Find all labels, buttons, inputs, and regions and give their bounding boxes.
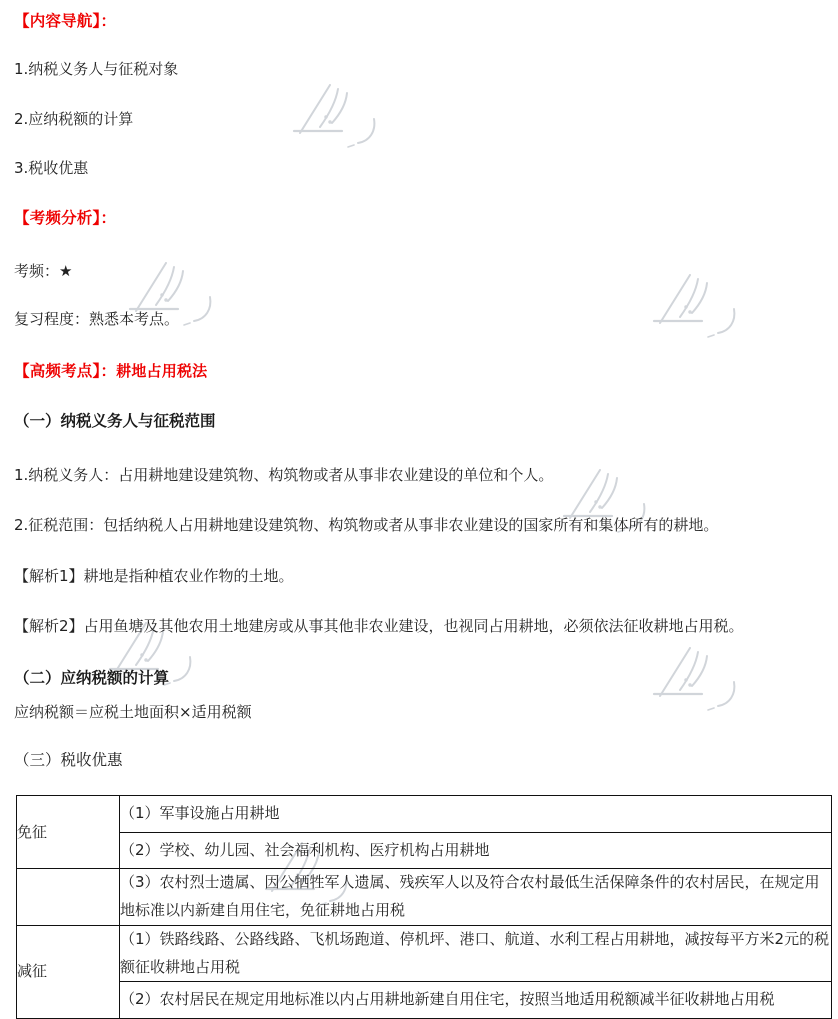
table-row <box>17 925 832 982</box>
exam-frequency-rating: 考频：★ <box>14 261 73 280</box>
table-row <box>17 869 832 926</box>
table-cell-category: 减征 <box>17 925 120 1018</box>
nav-item-2: 2.应纳税额的计算 <box>14 109 134 128</box>
nav-item-3: 3.税收优惠 <box>14 159 89 178</box>
table-row <box>17 982 832 1019</box>
table-cell-category: 免征 <box>17 796 120 869</box>
table-cell-category <box>17 869 120 926</box>
high-frequency-point-title: 耕地占用税法 <box>116 361 208 380</box>
section1-paragraph-2: 2.征税范围：包括纳税人占用耕地建设建筑物、构筑物或者从事非农业建设的国家所有和集体所有的耕地。 <box>14 515 719 534</box>
tax-preference-table <box>16 795 832 1019</box>
section-heading-1: （一）纳税义务人与征税范围 <box>14 411 216 430</box>
table-cell-content: （1）铁路线路、公路线路、飞机场跑道、停机坪、港口、航道、水利工程占用耕地，减按每平方米2元的税额征收耕地占用税 <box>120 925 832 982</box>
content-navigation-heading: 【内容导航】： <box>14 12 117 30</box>
section1-paragraph-1: 1.纳税义务人：占用耕地建设建筑物、构筑物或者从事非农业建设的单位和个人。 <box>14 465 554 484</box>
table-row <box>17 796 832 833</box>
table-cell-content: （2）学校、幼儿园、社会福利机构、医疗机构占用耕地 <box>120 832 832 869</box>
section1-explanation-1: 【解析1】耕地是指种植农业作物的土地。 <box>14 567 294 586</box>
section1-explanation-2: 【解析2】占用鱼塘及其他农用土地建房或从事其他非农业建设，也视同占用耕地，必须依法征收耕地占用税。 <box>14 617 744 636</box>
section-heading-2: （二）应纳税额的计算 <box>14 668 170 687</box>
table-cell-content: （1）军事设施占用耕地 <box>120 796 832 833</box>
exam-frequency-analysis-heading: 【考频分析】： <box>14 208 117 227</box>
nav-item-1: 1.纳税义务人与征税对象 <box>14 60 179 79</box>
review-level-note: 复习程度：熟悉本考点。 <box>14 310 180 329</box>
tax-preference-table-wrapper <box>14 795 830 1019</box>
table-cell-content: （3）农村烈士遗属、因公牺牲军人遗属、残疾军人以及符合农村最低生活保障条件的农村居民，在规定用地标准以内新建自用住宅，免征耕地占用税 <box>120 869 832 926</box>
document-body <box>0 13 838 1019</box>
tax-payable-formula: 应纳税额＝应税土地面积×适用税额 <box>14 702 252 721</box>
high-frequency-point-label: 【高频考点】： <box>14 361 117 380</box>
section-heading-3: （三）税收优惠 <box>14 751 123 770</box>
high-frequency-point-heading <box>14 363 824 380</box>
table-cell-content: （2）农村居民在规定用地标准以内占用耕地新建自用住宅，按照当地适用税额减半征收耕地占用税 <box>120 982 832 1019</box>
table-row <box>17 832 832 869</box>
